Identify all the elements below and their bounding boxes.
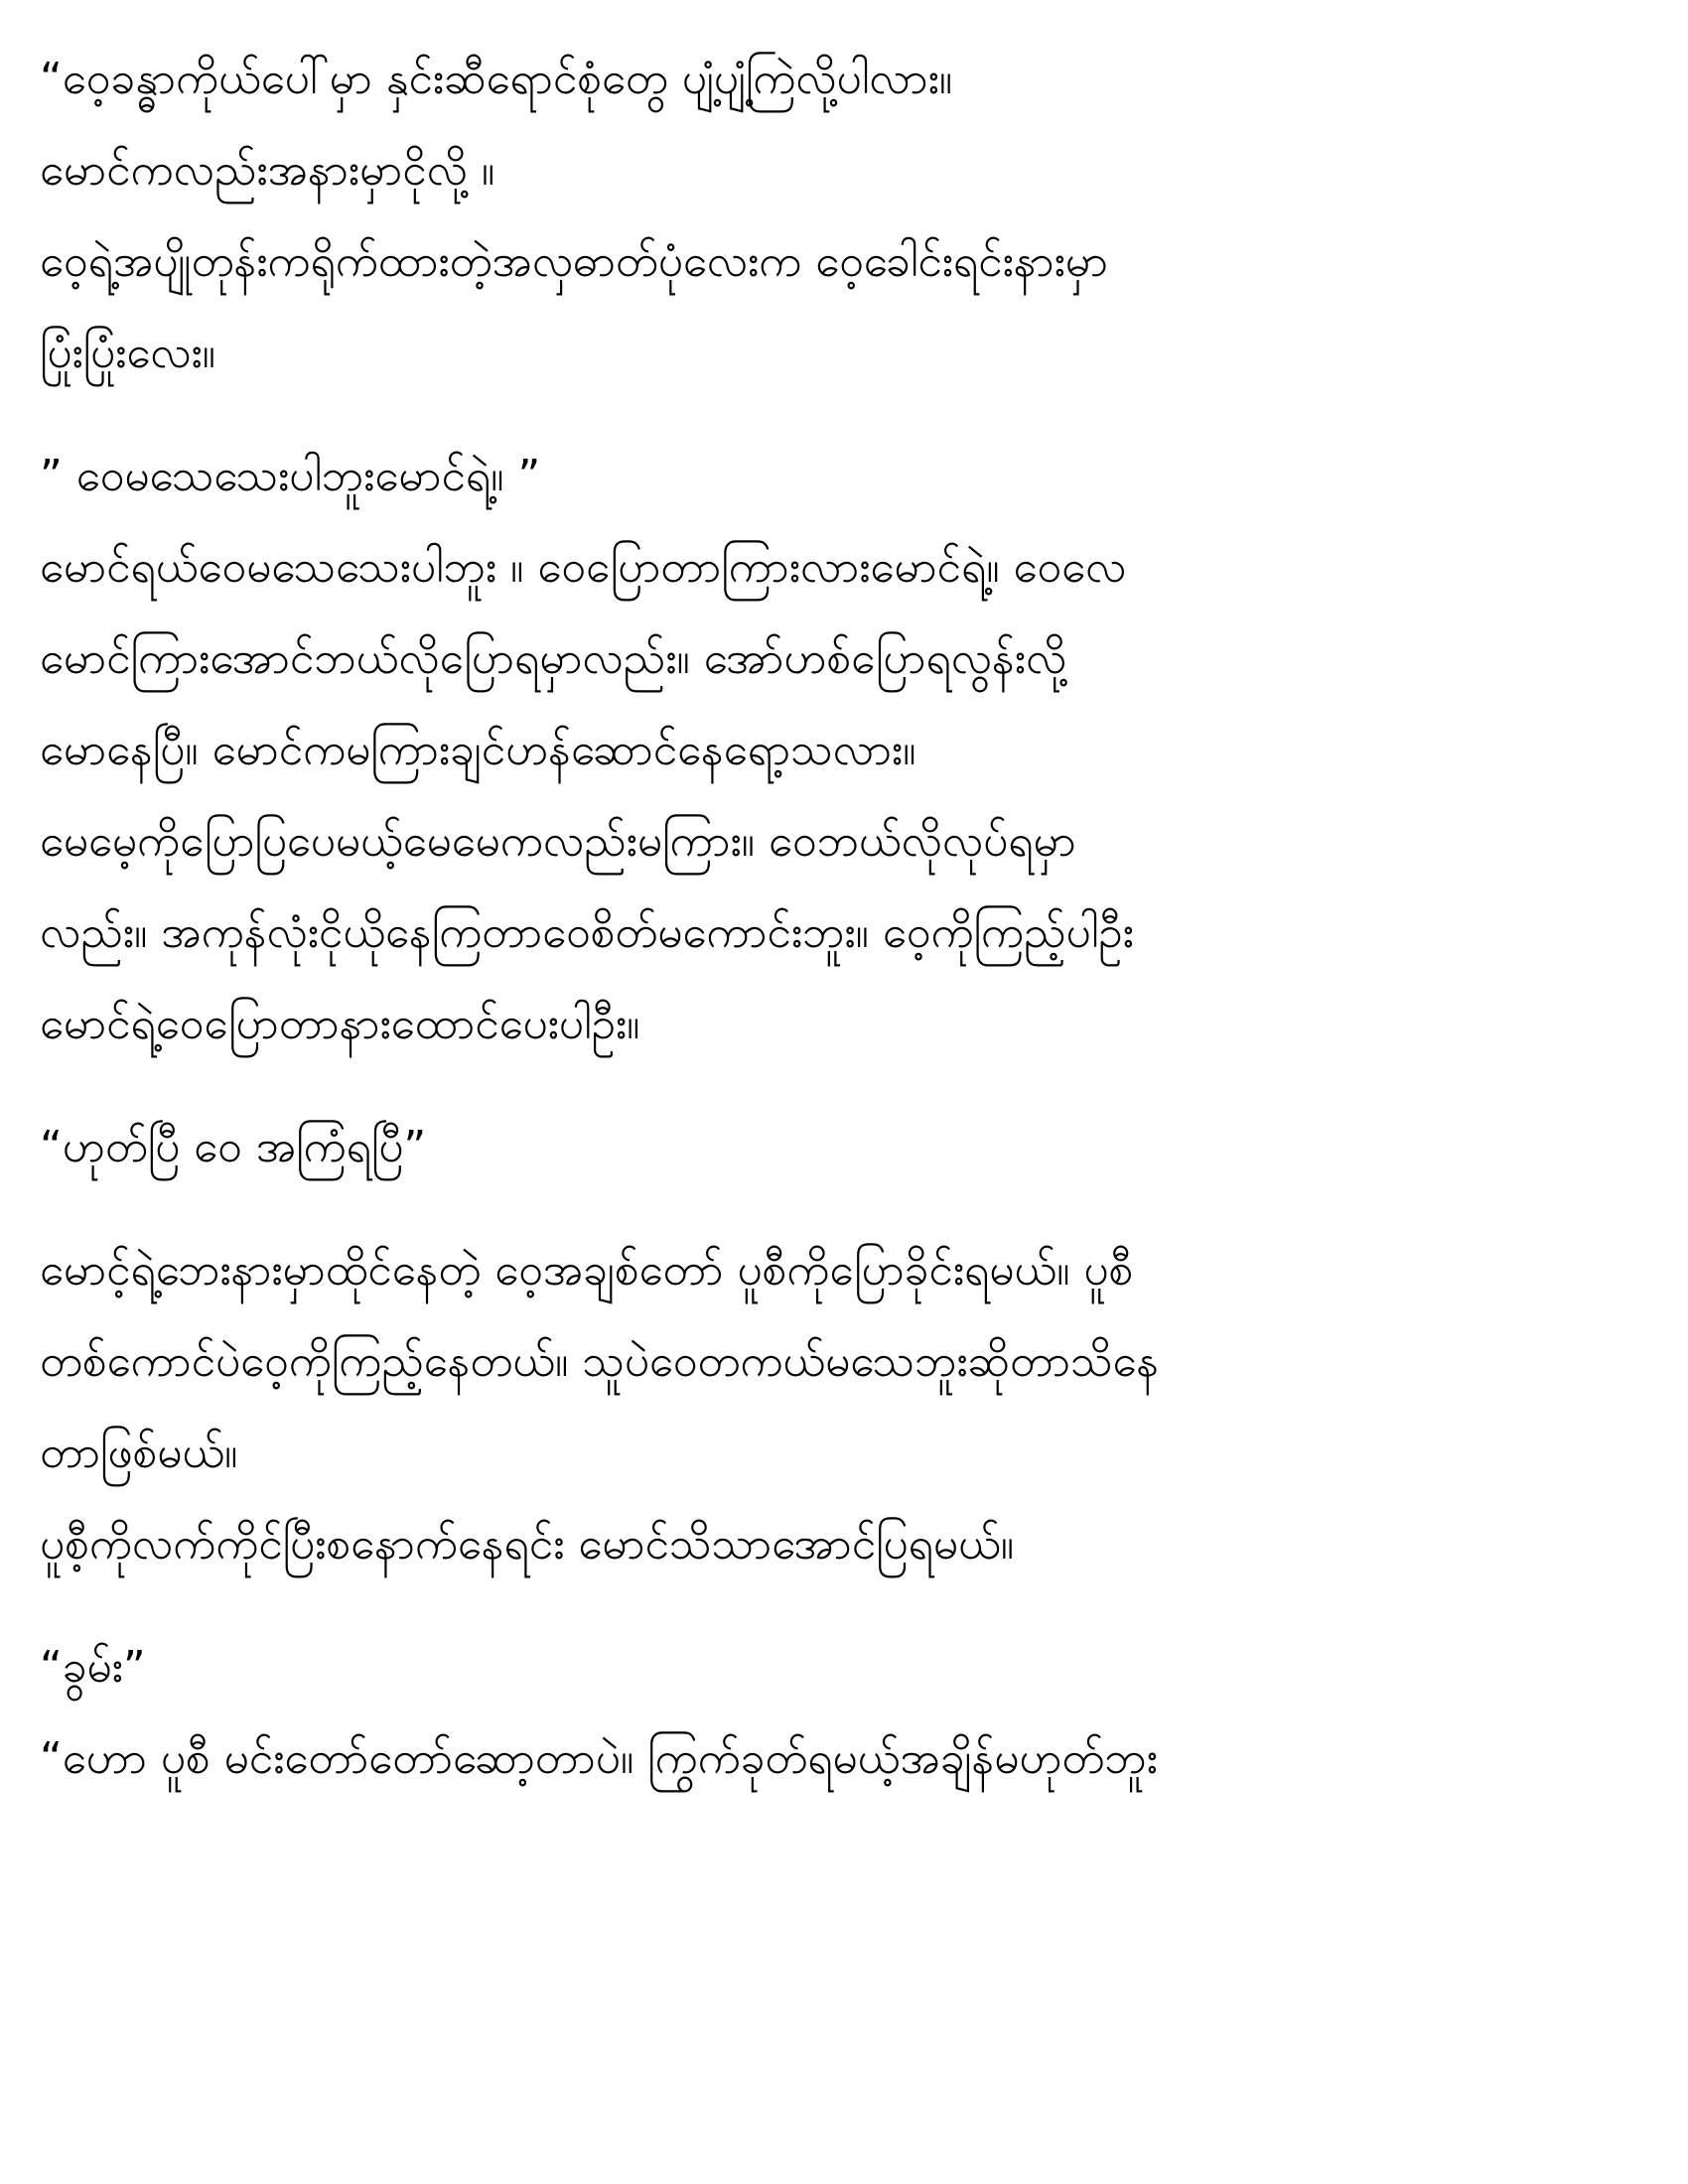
- text-line: မောင့်ရဲ့ဘေးနားမှာထိုင်နေတဲ့ ဝေ့အချစ်တော် ပူစီကိုပြောခိုင်းရမယ်။ ပူစီ: [40, 1245, 1134, 1296]
- text-line: လည်း။ အကုန်လုံးငိုယိုနေကြတာဝေစိတ်မကောင်းဘူး။ ဝေ့ကိုကြည့်ပါဦး: [40, 907, 1134, 958]
- text-line: မောနေပြီ။ မောင်ကမကြားချင်ဟန်ဆောင်နေရော့သလား။: [40, 725, 916, 775]
- text-line: ပူစီ့ကိုလက်ကိုင်ပြီးစနောက်နေရင်း မောင်သိသာအောင်ပြရမယ်။: [40, 1519, 1015, 1570]
- paragraph-spacer: [40, 1193, 1648, 1225]
- text-line: “ဟော ပူစီ မင်းတော်တော်ဆော့တာပဲ။ ကြွက်ခုတ်ရမယ့်အချိန်မဟုတ်ဘူး: [40, 1733, 1158, 1784]
- text-line: တာဖြစ်မယ်။: [40, 1428, 238, 1478]
- paragraph-5: [40, 1622, 1648, 1805]
- text-line: “ဟုတ်ပြီ ဝေ အကြံရပြီ”: [40, 1122, 427, 1172]
- text-line: ဝေ့ရဲ့အပျိုတုန်းကရိုက်ထားတဲ့အလှဓာတ်ပုံလေးက ဝေ့ခေါင်းရင်းနားမှာ: [40, 236, 1109, 287]
- text-line: မောင်ကြားအောင်ဘယ်လိုပြောရမှာလည်း။ အော်ဟစ်ပြောရလွန်းလို့: [40, 633, 1067, 684]
- text-line: “ဝေ့ခန္ဓာကိုယ်ပေါ်မှာ နှင်းဆီရောင်စုံတွေ ပျံ့ပျံ့ကြဲလို့ပါလား။: [40, 54, 953, 104]
- paragraph-4: [40, 1225, 1648, 1590]
- paragraph-spacer: [40, 399, 1648, 431]
- paragraph-3: [40, 1102, 1648, 1193]
- text-line: ” ဝေမသေသေးပါဘူးမောင်ရဲ့။ ”: [40, 451, 541, 501]
- text-line: မောင်ရဲ့ဝေပြောတာနားထောင်ပေးပါဦး။: [40, 999, 640, 1049]
- text-line: မေမေ့ကိုပြောပြပေမယ့်မေမေကလည်းမကြား။ ဝေဘယ်လိုလုပ်ရမှာ: [40, 816, 1076, 867]
- paragraph-spacer: [40, 1070, 1648, 1102]
- text-line: မောင်ကလည်းအနားမှာငိုလို့ ။: [40, 145, 495, 196]
- text-line: တစ်ကောင်ပဲဝေ့ကိုကြည့်နေတယ်။ သူပဲဝေတကယ်မသေဘူးဆိုတာသိနေ: [40, 1336, 1160, 1387]
- paragraph-1: [40, 34, 1648, 399]
- paragraph-2: [40, 431, 1648, 1070]
- text-line: “ခွမ်း”: [40, 1642, 146, 1693]
- text-line: ပြုံးပြုံးလေး။: [40, 328, 215, 378]
- text-line: မောင်ရယ်ဝေမသေသေးပါဘူး ။ ဝေပြောတာကြားလားမောင်ရဲ့။ ဝေလေ: [40, 542, 1127, 593]
- paragraph-spacer: [40, 1590, 1648, 1622]
